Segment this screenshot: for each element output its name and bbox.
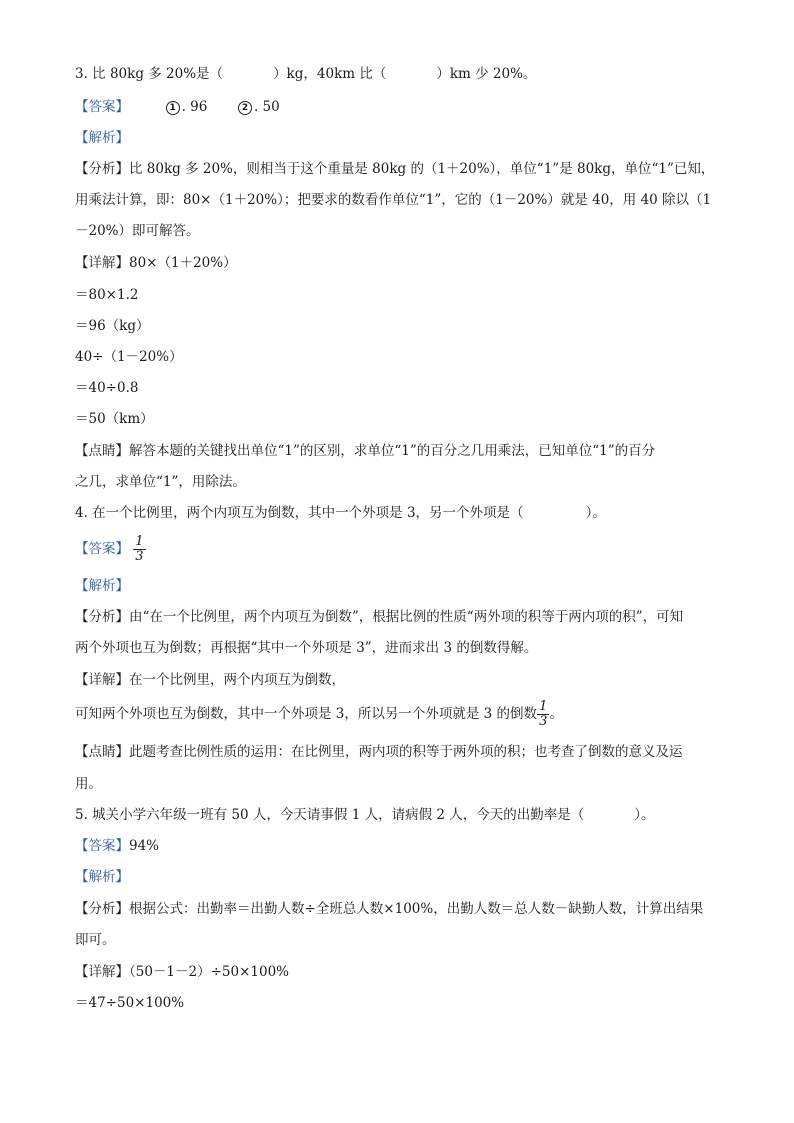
q5-analysis-line-2 <box>75 932 116 948</box>
q5-analysis-head <box>75 869 129 885</box>
q3-detail-step: ＝96（kg） <box>75 318 150 334</box>
q4-analysis-text: 两个外项也互为倒数；再根据“其中一个外项是 3”，进而求出 3 的倒数得解。 <box>75 640 538 656</box>
q3-comment-line-2 <box>75 474 246 490</box>
comment-tag: 【点睛】 <box>75 744 129 760</box>
q3-detail-step: ＝80×1.2 <box>75 287 139 303</box>
q4-text-2: ）。 <box>585 505 606 521</box>
q4-comment-text: 此题考查比例性质的运用：在比例里，两内项的积等于两外项的积；也考查了倒数的意义及运 <box>129 744 683 760</box>
q4-detail-text: 可知两个外项也互为倒数，其中一个外项是 3，所以另一个外项就是 3 的倒数 <box>75 706 538 722</box>
q3-detail-line-5 <box>75 380 138 396</box>
q3-answer-2: . 50 <box>253 99 280 115</box>
analysis-tag: 【分析】 <box>75 901 129 917</box>
detail-tag: 【详解】 <box>75 672 129 688</box>
circled-number-2: 2 <box>238 101 252 115</box>
q3-detail-step: ＝40÷0.8 <box>75 380 139 396</box>
q4-analysis-text: 由“在一个比例里，两个内项互为倒数”，根据比例的性质“两外项的积等于两内项的积”，可知 <box>129 609 684 625</box>
detail-tag: 【详解】 <box>75 255 129 271</box>
q3-analysis-line-2 <box>75 192 711 208</box>
q5-detail-text: （50－1－2）÷50×100% <box>129 964 290 980</box>
q3-comment-line-1 <box>75 443 655 459</box>
q4-detail-line-2 <box>75 697 563 731</box>
q3-detail-text: 80×（1＋20%） <box>129 255 237 271</box>
q3-detail-line-6 <box>75 411 154 427</box>
q3-analysis-line-3 <box>75 223 200 239</box>
q4-detail-end: 。 <box>549 706 563 722</box>
q3-detail-line-1 <box>75 255 237 271</box>
q3-text-2: ）kg，40km 比（ <box>273 66 387 82</box>
analysis-head-tag: 【解析】 <box>75 578 129 594</box>
detail-tag: 【详解】 <box>75 964 129 980</box>
q3-detail-step: 40÷（1－20%） <box>75 349 183 365</box>
q4-answer <box>75 532 146 566</box>
q3-analysis-text: －20%）即可解答。 <box>75 223 200 239</box>
q3-text-1: 3. 比 80kg 多 20%是（ <box>75 66 224 82</box>
q5-detail-line-1 <box>75 964 289 980</box>
q5-answer <box>75 838 159 854</box>
fraction-numerator: 1 <box>539 699 548 714</box>
circled-number-1: 1 <box>166 101 180 115</box>
q3-detail-line-4 <box>75 349 183 365</box>
comment-tag: 【点睛】 <box>75 443 129 459</box>
q5-answer-value: 94% <box>129 838 160 854</box>
q3-question <box>75 66 536 82</box>
q4-detail-text: 在一个比例里，两个内项互为倒数， <box>129 672 345 688</box>
q3-detail-line-2 <box>75 287 138 303</box>
analysis-head-tag: 【解析】 <box>75 130 129 146</box>
fraction-denominator: 3 <box>135 549 144 564</box>
q5-detail-line-2 <box>75 995 184 1011</box>
fraction-denominator: 3 <box>539 714 548 729</box>
q3-comment-text: 之几，求单位“1”，用除法。 <box>75 474 246 490</box>
q5-analysis-text: 即可。 <box>75 932 116 948</box>
q4-answer-fraction <box>133 535 145 564</box>
q5-question <box>75 807 655 823</box>
q5-text-2: ）。 <box>634 807 655 823</box>
q4-analysis-head <box>75 578 129 594</box>
q4-analysis-line-1 <box>75 609 683 625</box>
answer-tag: 【答案】 <box>75 541 129 557</box>
answer-tag: 【答案】 <box>75 99 129 115</box>
q4-comment-line-1 <box>75 744 683 760</box>
analysis-head-tag: 【解析】 <box>75 869 129 885</box>
q3-comment-text: 解答本题的关键找出单位“1”的区别，求单位“1”的百分之几用乘法，已知单位“1”的百分 <box>129 443 656 459</box>
answer-tag: 【答案】 <box>75 838 129 854</box>
q3-answer <box>75 99 280 115</box>
q3-analysis-line-1 <box>75 161 714 177</box>
q5-analysis-text: 根据公式：出勤率＝出勤人数÷全班总人数×100%，出勤人数＝总人数－缺勤人数，计算出结果 <box>129 901 704 917</box>
analysis-tag: 【分析】 <box>75 161 129 177</box>
q4-comment-line-2 <box>75 776 102 792</box>
q4-analysis-line-2 <box>75 640 537 656</box>
q5-analysis-line-1 <box>75 901 703 917</box>
q5-detail-step: ＝47÷50×100% <box>75 995 185 1011</box>
q3-analysis-head <box>75 130 129 146</box>
analysis-tag: 【分析】 <box>75 609 129 625</box>
q4-comment-text: 用。 <box>75 776 102 792</box>
q4-question <box>75 505 606 521</box>
q4-text-1: 4. 在一个比例里，两个内项互为倒数，其中一个外项是 3，另一个外项是（ <box>75 505 524 521</box>
q3-answer-1: . 96 <box>181 99 208 115</box>
q5-text-1: 5. 城关小学六年级一班有 50 人，今天请事假 1 人，请病假 2 人，今天的出勤率是（ <box>75 807 585 823</box>
q3-analysis-text: 用乘法计算，即：80×（1＋20%）；把要求的数看作单位“1”，它的（1－20%）就是 40，用 40 除以（1 <box>75 192 712 208</box>
q3-detail-step: ＝50（km） <box>75 411 154 427</box>
q3-analysis-text: 比 80kg 多 20%，则相当于这个重量是 80kg 的（1＋20%），单位“1”是 80kg，单位“1”已知， <box>129 161 715 177</box>
q4-detail-line-1 <box>75 672 345 688</box>
fraction-numerator: 1 <box>135 534 144 549</box>
q3-text-3: ）km 少 20%。 <box>436 66 537 82</box>
q3-detail-line-3 <box>75 318 150 334</box>
q4-detail-fraction <box>537 700 549 729</box>
